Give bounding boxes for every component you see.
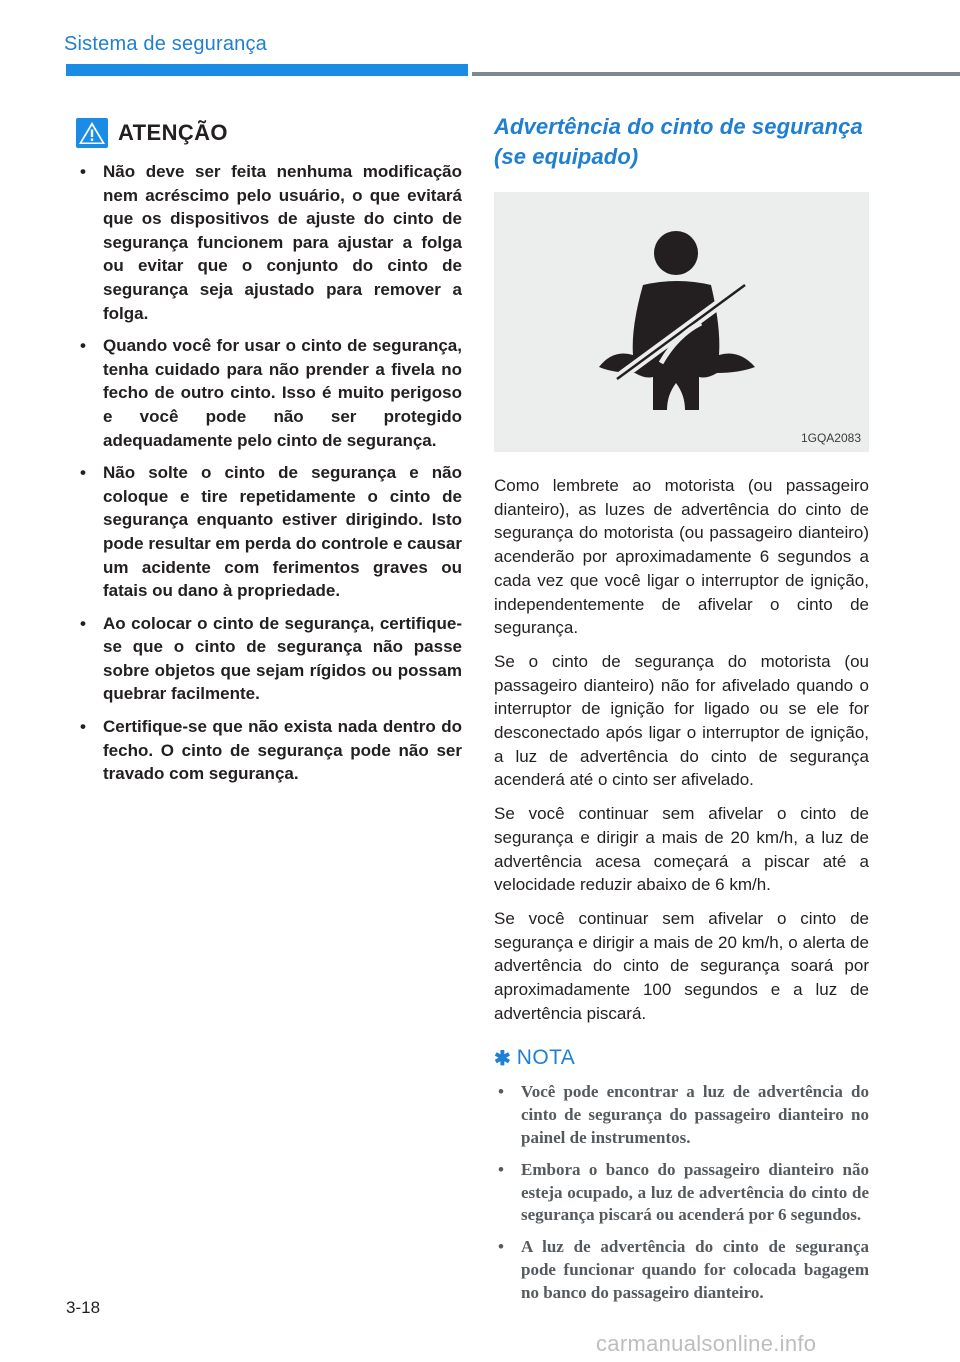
note-item: • A luz de advertência do cinto de segurança pode funcionar quando for colocada bagagem no banco do passageiro dianteiro.	[494, 1236, 869, 1304]
reminder-paragraph: Se você continuar sem afivelar o cinto de segurança e dirigir a mais de 20 km/h, o alerta de advertência do cinto de segurança soará por aproximadamente 100 segundos e a luz de advertência piscará.	[494, 908, 869, 1023]
note-list	[494, 1081, 869, 1304]
warning-item: • Não deve ser feita nenhuma modificação nem acréscimo pelo usuário, o que evitará que os dispositivos de ajuste do cinto de segurança funcionem para ajustar a folga ou evitar que o conjunto do cinto de segurança seja ajustado para remover a folga.	[76, 160, 462, 325]
reminder-body	[494, 474, 869, 1025]
seat-belt-warning-icon	[599, 227, 759, 412]
reminder-block	[494, 112, 869, 1314]
warning-item: • Não solte o cinto de segurança e não coloque e tire repetidamente o cinto de segurança enquanto estiver dirigindo. Isto pode resultar em perda do controle e causar um acidente com ferimentos graves ou fatais ou dano à propriedade.	[76, 461, 462, 603]
note-item: • Você pode encontrar a luz de advertência do cinto de segurança do passageiro dianteiro no painel de instrumentos.	[494, 1081, 869, 1149]
seat-belt-figure	[494, 192, 869, 452]
reminder-title: Advertência do cinto de segurança (se equipado)	[494, 114, 863, 169]
header-rule-grey	[472, 72, 960, 76]
warning-triangle-icon	[76, 118, 108, 148]
note-header	[494, 1043, 869, 1073]
page-number: 3-18	[66, 1298, 101, 1317]
warning-list	[76, 160, 462, 786]
figure-code: 1GQA2083	[800, 431, 861, 445]
warning-item: • Certifique-se que não exista nada dentro do fecho. O cinto de segurança pode não ser travado com segurança.	[76, 715, 462, 786]
asterisk-icon: ✱	[494, 1047, 511, 1070]
reminder-paragraph: Se o cinto de segurança do motorista (ou passageiro dianteiro) não for afivelado quando o interruptor de ignição for ligado ou se ele for desconectado após ligar o interruptor de ignição, a luz de advertência do cinto de segurança acenderá até o cinto ser afivelado.	[494, 651, 869, 790]
warning-item: • Ao colocar o cinto de segurança, certifique-se que o cinto de segurança não passe sobre objetos que sejam rígidos ou possam quebrar facilmente.	[76, 612, 462, 706]
note-item: • Embora o banco do passageiro dianteiro não esteja ocupado, a luz de advertência do cinto de segurança piscará ou acenderá por 6 segundos.	[494, 1159, 869, 1227]
warning-item: • Quando você for usar o cinto de segurança, tenha cuidado para não prender a fivela no fecho de outro cinto. Isso é muito perigoso e você pode não ser protegido adequadamente pelo cinto de segurança.	[76, 334, 462, 452]
note-title: NOTA	[516, 1046, 576, 1070]
warning-title: ATENÇÃO	[118, 120, 228, 145]
watermark: carmanualsonline.info	[596, 1331, 817, 1356]
warning-header	[76, 112, 462, 154]
reminder-paragraph: Se você continuar sem afivelar o cinto de segurança e dirigir a mais de 20 km/h, a luz de advertência acesa começará a piscar até a velocidade reduzir abaixo de 6 km/h.	[494, 804, 869, 895]
warning-block	[76, 112, 462, 795]
header-rule-blue	[66, 64, 468, 76]
reminder-paragraph: Como lembrete ao motorista (ou passageiro dianteiro), as luzes de advertência do cinto de segurança do motorista (ou passageiro dianteiro) acenderão por aproximadamente 6 segundos a cada vez que você ligar o interruptor de ignição, independentemente de afivelar o cinto de segurança.	[494, 476, 869, 638]
section-title: Sistema de segurança	[64, 33, 268, 55]
